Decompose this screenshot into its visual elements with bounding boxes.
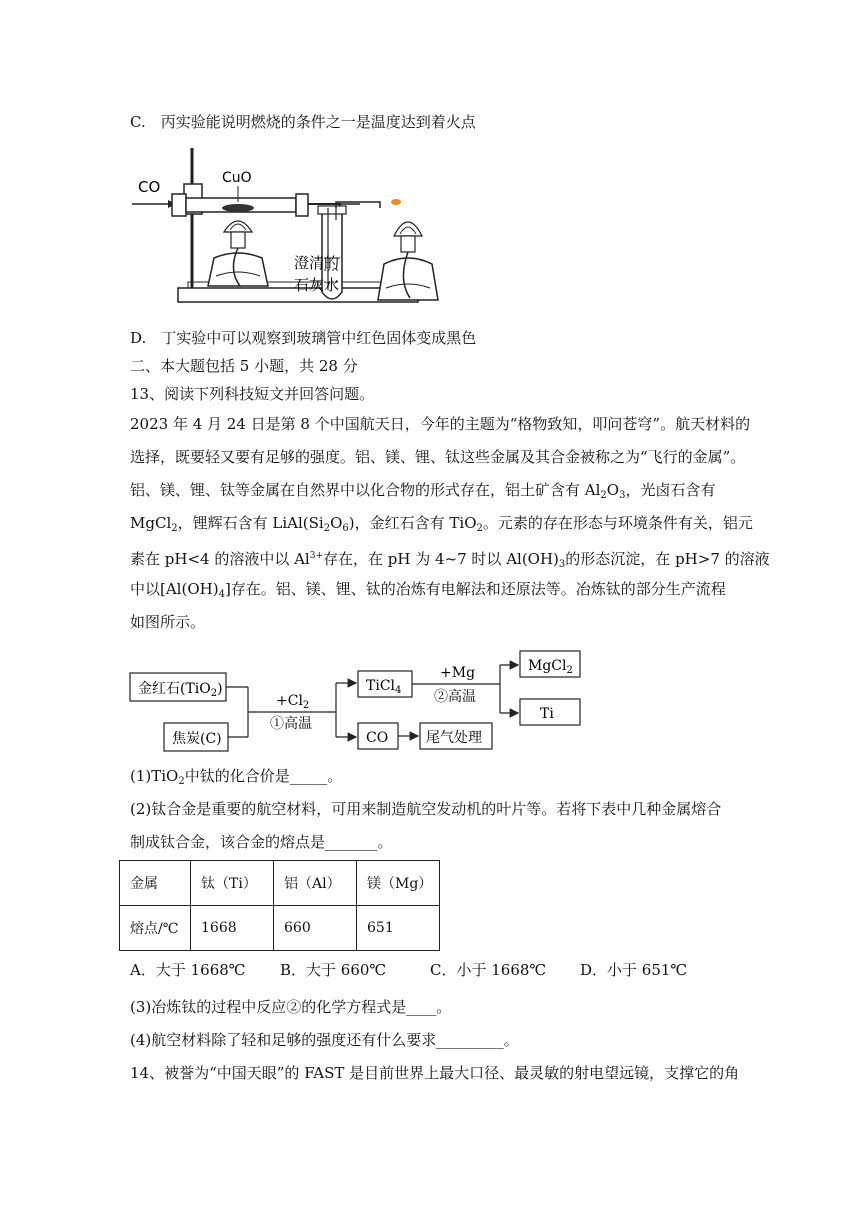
cuo-label: CuO xyxy=(222,170,252,186)
svg-text:TiCl4: TiCl$_4$ xyxy=(366,678,402,696)
titanium-flowchart xyxy=(128,645,598,760)
choice-a: A．大于 1668℃ xyxy=(130,961,246,979)
limewater-label-1: 澄清的 xyxy=(294,254,340,272)
svg-text:Ti: Ti xyxy=(540,706,554,722)
table-cell: 熔点/℃ xyxy=(120,906,191,951)
svg-text:尾气处理: 尾气处理 xyxy=(426,730,482,746)
co-label: CO xyxy=(138,178,161,196)
table-header-cell: 镁（Mg） xyxy=(357,861,440,906)
table-cell: 651 xyxy=(357,906,440,951)
section-header: 二、本大题包括 5 小题，共 28 分 xyxy=(130,357,358,375)
option-c: C. 丙实验能说明燃烧的条件之一是温度达到着火点 xyxy=(130,113,476,131)
table-header-cell: 钛（Ti） xyxy=(191,861,274,906)
svg-text:+Cl2: $+Cl_2$ xyxy=(276,693,310,711)
question-13-2-line-2: 制成钛合金，该合金的熔点是_______。 xyxy=(130,833,393,851)
choice-b: B．大于 660℃ xyxy=(280,961,387,979)
passage-line-1: 2023 年 4 月 24 日是第 8 个中国航天日，今年的主题为“格物致知，叩问苍穹”。航天材料的 xyxy=(130,415,751,433)
passage-line-4: MgCl$_2$，锂辉石含有 $LiAl(Si_2O_6)$，金红石含有 TiO$_2$。元素的存在形态与环境条件有关，铝元 xyxy=(130,514,753,534)
question-13-4: (4)航空材料除了轻和足够的强度还有什么要求_________。 xyxy=(130,1031,519,1049)
step1-condition: ①高温 xyxy=(270,716,312,732)
passage-line-2: 选择，既要轻又要有足够的强度。铝、镁、锂、钛这些金属及其合金被称之为“飞行的金属”。 xyxy=(130,448,746,466)
choice-c: C．小于 1668℃ xyxy=(430,961,547,979)
svg-text:CO: CO xyxy=(366,730,389,746)
question-13-title: 13、阅读下列科技短文并回答问题。 xyxy=(130,385,375,403)
passage-line-7: 如图所示。 xyxy=(130,613,206,631)
svg-text:MgCl2: MgCl$_2$ xyxy=(528,658,573,676)
passage-line-3: 铝、镁、锂、钛等金属在自然界中以化合物的形式存在，铝土矿含有 $Al_2O_3$，光卤石含有 xyxy=(130,481,716,501)
question-14: 14、被誉为“中国天眼”的 FAST 是目前世界上最大口径、最灵敏的射电望远镜，支撑它的角 xyxy=(130,1064,740,1082)
limewater-label-2: 石灰水 xyxy=(294,276,340,294)
question-13-2-line-1: (2)钛合金是重要的航空材料，可用来制造航空发动机的叶片等。若将下表中几种金属熔合 xyxy=(130,800,722,818)
question-13-3: (3)冶炼钛的过程中反应②的化学方程式是____。 xyxy=(130,998,452,1016)
svg-text:焦炭(C): 焦炭(C) xyxy=(172,731,222,747)
co-reduction-apparatus xyxy=(128,140,548,308)
passage-line-6: 中以$[Al(OH)_4]$存在。铝、镁、锂、钛的冶炼有电解法和还原法等。冶炼钛的部分生产流程 xyxy=(130,580,726,600)
passage-line-5: 素在 pH<4 的溶液中以 $Al^{3+}$存在，在 pH 为 4~7 时以 $Al(OH)_3$的形态沉淀，在 pH>7 的溶液 xyxy=(130,550,770,570)
question-13-1: (1)TiO$_2$中钛的化合价是_____。 xyxy=(130,767,343,787)
table-cell: 660 xyxy=(274,906,357,951)
step2-condition: ②高温 xyxy=(434,689,476,705)
melting-point-table xyxy=(119,860,440,951)
svg-text:+Mg: +Mg xyxy=(440,665,476,681)
svg-text:金红石(TiO2): 金红石(TiO$_2$) xyxy=(138,681,223,699)
alcohol-lamp-1 xyxy=(208,253,268,286)
table-cell: 1668 xyxy=(191,906,274,951)
option-d: D. 丁实验中可以观察到玻璃管中红色固体变成黑色 xyxy=(130,329,477,347)
table-header-cell: 铝（Al） xyxy=(274,861,357,906)
cuo-powder xyxy=(222,204,254,212)
choice-d: D．小于 651℃ xyxy=(580,961,688,979)
table-header-cell: 金属 xyxy=(120,861,191,906)
burning-co-flame xyxy=(391,199,401,205)
